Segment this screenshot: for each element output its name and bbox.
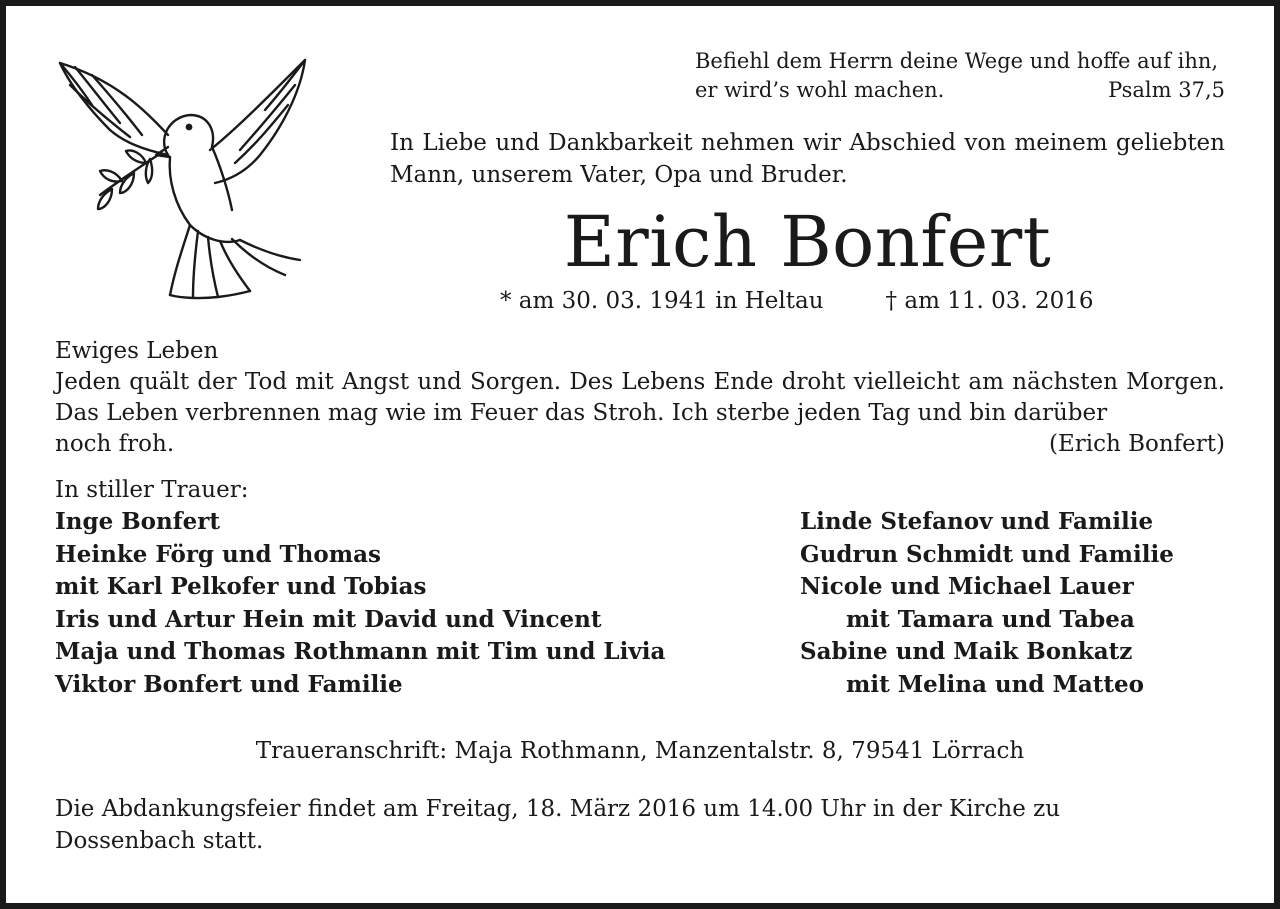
mourning-address: Traueranschrift: Maja Rothmann, Manzentalstr. 8, 79541 Lörrach (255, 738, 1025, 764)
mourners-left-column (55, 506, 665, 701)
mourner-entry: Inge Bonfert (55, 508, 220, 535)
mourner-entry: mit Tamara und Tabea (846, 605, 1135, 633)
poem (55, 336, 1225, 460)
verse-reference: Psalm 37,5 (1108, 78, 1225, 102)
mourners-right-column (800, 506, 1174, 701)
death-date: † am 11. 03. 2016 (885, 288, 1094, 314)
mourner-entry: Sabine und Maik Bonkatz (800, 638, 1133, 665)
verse-line-1: Befiehl dem Herrn deine Wege und hoffe auf ihn, (695, 49, 1219, 73)
mourner-entry: Linde Stefanov und Familie (800, 508, 1154, 535)
mourner-entry: Iris und Artur Hein mit David und Vincent (55, 605, 602, 633)
verse-line-2: er wird’s wohl machen. (695, 78, 945, 102)
dove-icon (50, 55, 315, 300)
life-dates (500, 285, 1094, 317)
birth-date: * am 30. 03. 1941 in Heltau (500, 288, 824, 314)
ceremony-notice: Die Abdankungsfeier findet am Freitag, 18. März 2016 um 14.00 Uhr in der Kirche zu Dossenbach statt. (55, 796, 1061, 854)
deceased-name: Erich Bonfert (563, 201, 1052, 283)
poem-author: (Erich Bonfert) (1048, 431, 1225, 457)
mourner-entry: Heinke Förg und Thomas (55, 540, 381, 568)
mourner-entry: Viktor Bonfert und Familie (55, 670, 403, 698)
mourner-entry: Nicole und Michael Lauer (800, 573, 1134, 600)
verse-line-2-row (695, 76, 1225, 105)
bible-verse (695, 47, 1225, 105)
poem-title: Ewiges Leben (55, 338, 219, 364)
poem-last-row (55, 429, 1225, 460)
mourner-entry: Maja und Thomas Rothmann mit Tim und Livia (55, 638, 666, 665)
mourner-entry: mit Karl Pelkofer und Tobias (55, 573, 427, 600)
poem-body: Jeden quält der Tod mit Angst und Sorgen. Des Lebens Ende droht vielleicht am nächsten Morgen. Das Leben verbrennen mag wie im Feuer das Stroh. Ich sterbe jeden Tag und bin darüber (55, 369, 1225, 426)
poem-last-line: noch froh. (55, 431, 175, 457)
mourner-entry: Gudrun Schmidt und Familie (800, 540, 1174, 568)
mourner-entry: mit Melina und Matteo (846, 670, 1145, 698)
farewell-text: In Liebe und Dankbarkeit nehmen wir Abschied von meinem geliebten Mann, unserem Vater, Opa und Bruder. (390, 130, 1225, 188)
mourners-label: In stiller Trauer: (55, 477, 249, 503)
